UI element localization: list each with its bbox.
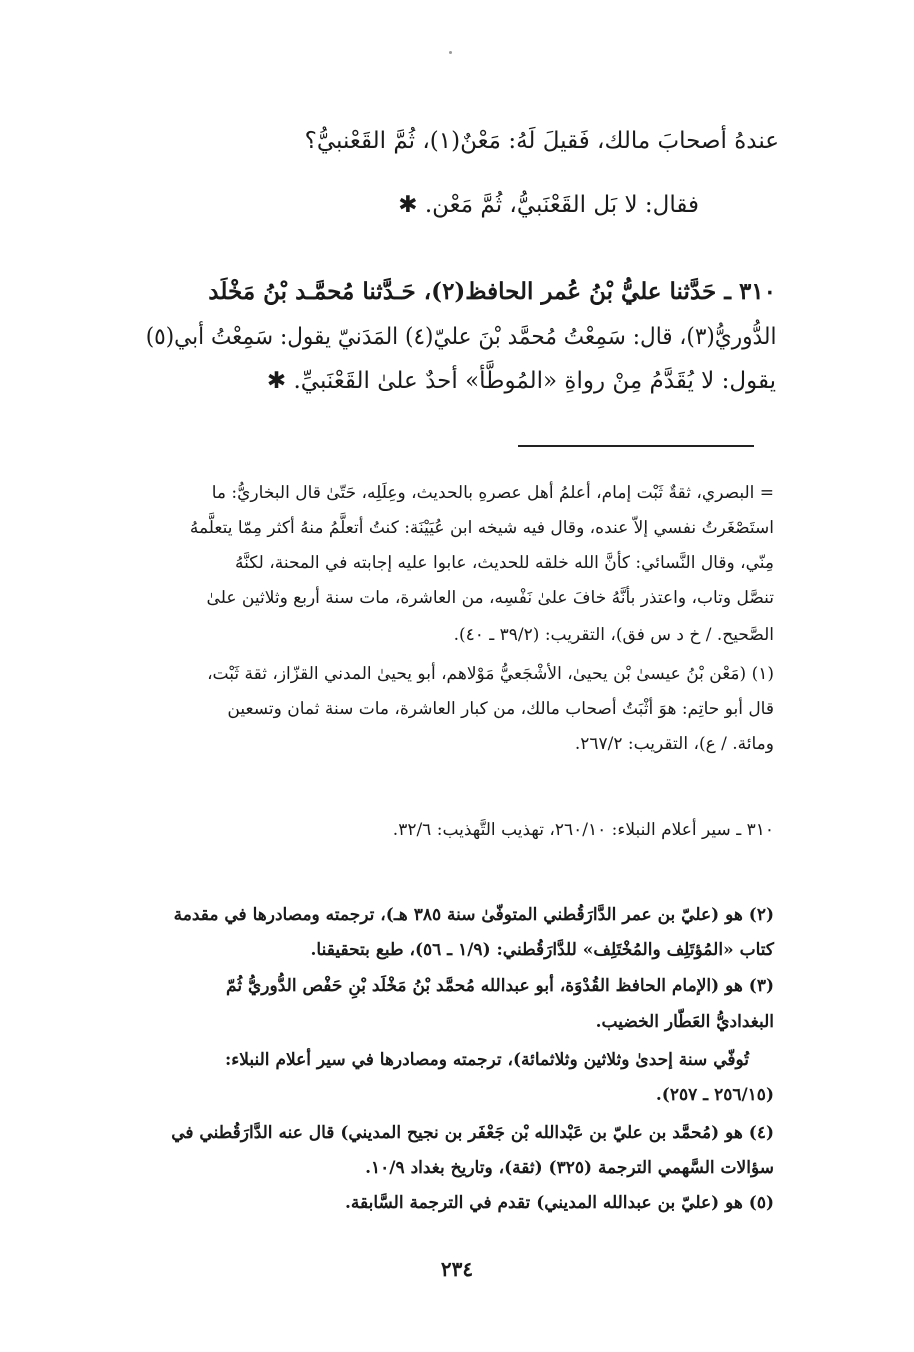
footnote-cont-line-1: = البصري، ثقةٌ ثَبْت إمام، أعلمُ أهل عصرهِ بالحديث، وعِلَلِه، حَتّىٰ قال البخاريُّ: ما	[211, 483, 774, 503]
footnote-2-line-2: كتاب «المُؤتَلِف والمُخْتَلِف» للدَّارَقُطني: (١/٩ ـ ٥٦)، طبع بتحقيقنا.	[310, 940, 774, 960]
footnote-cont-line-3: مِنّي، وقال النَّسائي: كأنَّ الله خلقه للحديث، عابوا عليه إجابته في المحنة، لكنَّهُ	[235, 553, 774, 573]
narration-310-line-2: الدُّوريُّ(٣)، قال: سَمِعْتُ مُحمَّد بْنَ عليّ(٤) المَدَنيّ يقول: سَمِعْتُ أبي(٥)	[145, 324, 776, 350]
scan-speck	[449, 51, 452, 54]
footnote-cont-line-4: تنصَّل وتاب، واعتذر بأنَّهُ خافَ علىٰ نَفْسِه، من العاشرة، مات سنة أربع وثلاثين علىٰ	[206, 588, 774, 608]
footnote-2-line-1: (٢) هو (عليّ بن عمر الدَّارَقُطني المتوفّىٰ سنة ٣٨٥ هـ)، ترجمته ومصادرها في مقدمة	[173, 905, 774, 925]
footnote-4-line-1: (٤) هو (مُحمَّد بن عليّ بن عَبْدالله بْن جَعْفَر بن نجيح المديني) قال عنه الدَّارَقُطني في	[171, 1123, 774, 1143]
footnote-3-line-4: (٢٥٦/١٥ ـ ٢٥٧).	[655, 1085, 774, 1105]
narration-310-line-1: ٣١٠ ـ حَدَّثنا عليُّ بْنُ عُمر الحافظ(٢)، حَـدَّثنا مُحمَّـد بْنُ مَخْلَد	[208, 278, 776, 305]
footnote-1-line-3: ومائة. / ع)، التقريب: ٢٦٧/٢.	[574, 734, 774, 754]
footnote-1-line-2: قال أبو حاتِم: هوَ أثْبَتُ أصحاب مالك، من كبار العاشرة، مات سنة ثمان وتسعين	[227, 699, 774, 719]
footnote-5-line-1: (٥) هو (عليّ بن عبدالله المديني) تقدم في الترجمة السَّابقة.	[344, 1193, 774, 1213]
page-number: ٢٣٤	[440, 1257, 474, 1281]
footnote-3-line-1: (٣) هو (الإمام الحافظ القُدْوَة، أبو عبدالله مُحمَّد بْنُ مَخْلَد بْنِ حَفْص الدُّوريُّ ثُمّ	[226, 976, 774, 996]
footnote-cont-line-5: الصَّحيح. / خ د س فق)، التقريب: (٣٩/٢ ـ ٤٠).	[453, 625, 774, 645]
footnote-4-line-2: سؤالات السَّهمي الترجمة (٣٢٥) (ثقة)، وتاريخ بغداد ١٠/٩.	[365, 1158, 774, 1178]
footnote-separator	[518, 445, 754, 447]
footnote-3-line-3: تُوفّي سنة إحدىٰ وثلاثين وثلاثمائة)، ترجمته ومصادرها في سير أعلام النبلاء:	[224, 1050, 749, 1070]
footnote-1-line-1: (١) (مَعْن بْنُ عيسىٰ بْن يحيىٰ، الأشْجَعيُّ مَوْلاهم، أبو يحيىٰ المدني القزّاز، ثقة ثَبْت،	[207, 664, 774, 684]
main-text-line-1: عندهُ أصحابَ مالك، فَقيلَ لَهُ: مَعْنٌ(١)، ثُمَّ القَعْنبيُّ؟	[304, 128, 779, 154]
footnote-3-line-2: البغداديُّ العَطّار الخضيب.	[595, 1012, 774, 1032]
sources-310: ٣١٠ ـ سير أعلام النبلاء: ٢٦٠/١٠، تهذيب التَّهذيب: ٣٢/٦.	[392, 820, 774, 840]
footnote-cont-line-2: استَصْغَرتُ نفسي إلاّ عنده، وقال فيه شيخه ابن عُيَيْنَة: كنتُ أتعلَّمُ منهُ أكثر مِمّا يتعلَّمهُ	[189, 518, 774, 538]
main-text-line-2: فقال: لا بَل القَعْنَبيُّ، ثُمَّ مَعْن. ✱	[398, 192, 699, 218]
narration-310-line-3: يقول: لا يُقَدَّمُ مِنْ رواةِ «المُوطَّأ» أحدٌ علىٰ القَعْنَبيِّ. ✱	[266, 368, 776, 394]
